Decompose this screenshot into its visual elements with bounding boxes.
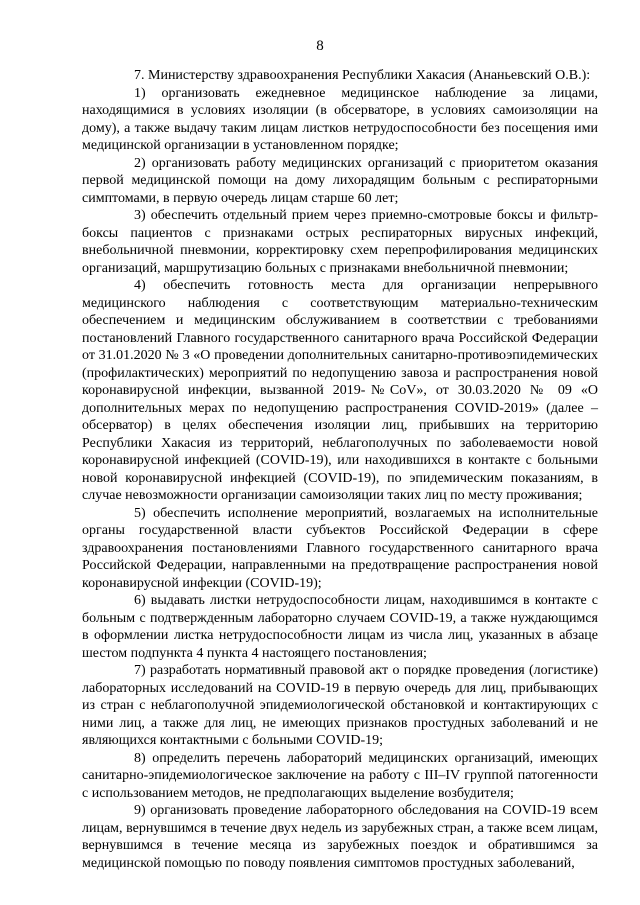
paragraph-item-7: 7) разработать нормативный правовой акт о порядке проведения (логистике) лабораторных исследований на COVID-19 в первую очередь для лиц, прибывающих из стран с неблагополучной эпидемиологической обстановкой и контактирующих с ними лиц, а также для лиц, не имеющих признаков простудных заболеваний и не являющихся контактными с больными COVID-19;	[82, 663, 598, 748]
paragraph-item-4: 4) обеспечить готовность места для организации непрерывного медицинского наблюдения с соответствующим материально-техническим обеспечением и медицинским обслуживанием в соответствии с требованиями постановлений Главного государственного санитарного врача Российской Федерации от 31.01.2020 № 3 «О проведении дополнительных санитарно-противоэпидемических (профилактических) мероприятий по недопущению завоза и распространения новой коронавирусной инфекции, вызванной 2019-№CoV», от 30.03.2020 № 09 «О дополнительных мерах по недопущению распространения COVID-2019» (далее – обсерватор) в целях обеспечения изоляции лиц, прибывших на территорию Республики Хакасия из территорий, неблагополучных по заболеваемости новой коронавирусной инфекцией (COVID-19), или находившихся в контакте с больными новой коронавирусной инфекцией (COVID-19), по эпидемическим показаниям, в случае невозможности организации самоизоляции таких лиц по месту проживания;	[82, 278, 598, 503]
paragraph-item-8: 8) определить перечень лабораторий медицинских организаций, имеющих санитарно-эпидемиологическое заключение на работу с III–IV группой патогенности с использованием методов, не предполагающих выделение возбудителя;	[82, 750, 598, 801]
document-body	[82, 67, 598, 872]
paragraph-item-3: 3) обеспечить отдельный прием через приемно-смотровые боксы и фильтр-боксы пациентов с признаками острых респираторных вирусных инфекций, внебольничной пневмонии, корректировку схем перепрофилирования медицинских организаций, маршрутизацию больных с признаками внебольничной пневмонии;	[82, 208, 598, 276]
paragraph-item-6: 6) выдавать листки нетрудоспособности лицам, находившимся в контакте с больным с подтвержденным лабораторно случаем COVID-19, а также нуждающимся в оформлении листка нетрудоспособности лицам из числа лиц, указанных в абзаце шестом подпункта 4 пункта 4 настоящего постановления;	[82, 593, 598, 661]
paragraph-item-5: 5) обеспечить исполнение мероприятий, возлагаемых на исполнительные органы государственной власти субъектов Российской Федерации в сфере здравоохранения постановлениями Главного государственного санитарного врача Российской Федерации, направленными на предотвращение распространения новой коронавирусной инфекции (COVID-19);	[82, 505, 598, 591]
paragraph-item-1: 1) организовать ежедневное медицинское наблюдение за лицами, находящимися в условиях изоляции (в обсерваторе, в условиях самоизоляции на дому), а также выдачу таким лицам листков нетрудоспособности без посещения ими медицинской организации в установленном порядке;	[82, 85, 598, 153]
paragraph-item-2: 2) организовать работу медицинских организаций с приоритетом оказания первой медицинской помощи на дому лихорадящим больным с респираторными симптомами, в первую очередь лицам старше 60 лет;	[82, 155, 598, 206]
paragraph-item-9: 9) организовать проведение лабораторного обследования на COVID-19 всем лицам, вернувшимся в течение двух недель из зарубежных стран, а также всем лицам, вернувшимся в течение месяца из зарубежных поездок и обратившимся за медицинской помощью по поводу появления симптомов простудных заболеваний,	[82, 803, 598, 871]
page-number: 8	[316, 38, 324, 54]
section-heading: 7. Министерству здравоохранения Республики Хакасия (Ананьевский О.В.):	[134, 68, 591, 83]
